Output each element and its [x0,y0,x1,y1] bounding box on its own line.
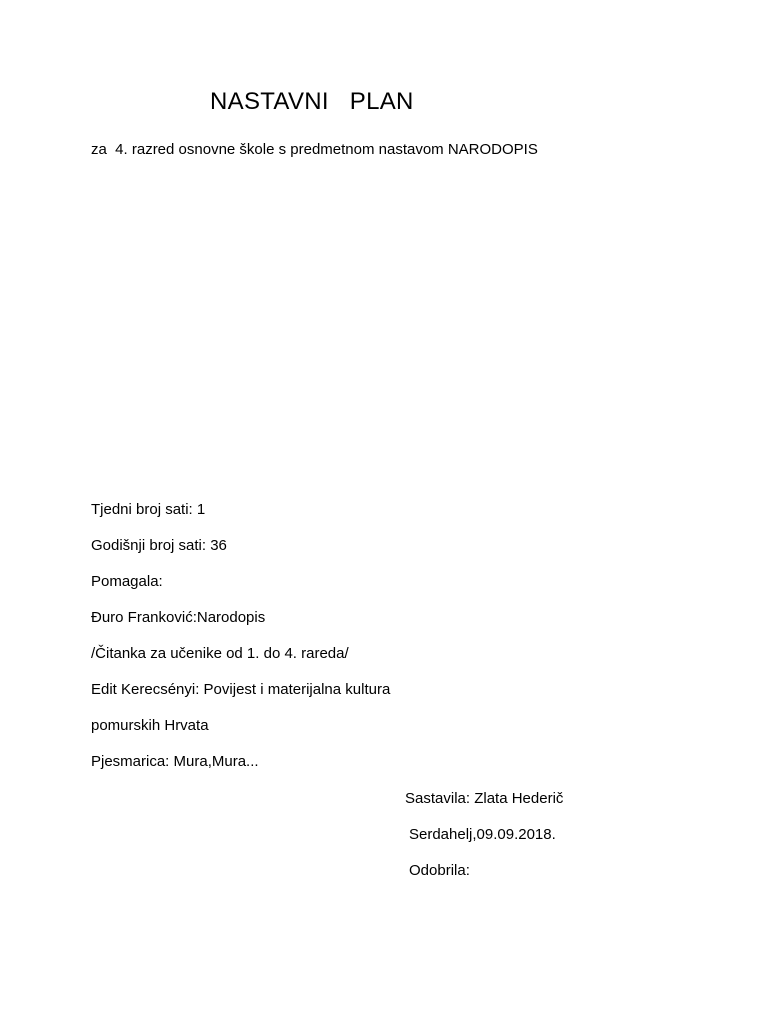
aid-item-reader-note: /Čitanka za učenike od 1. do 4. rareda/ [91,645,349,662]
signature-place-date: Serdahelj,09.09.2018. [409,826,556,843]
weekly-hours-line: Tjedni broj sati: 1 [91,501,206,518]
aid-item-songbook: Pjesmarica: Mura,Mura... [91,753,259,770]
aid-item-history: Edit Kerecsényi: Povijest i materijalna kultura [91,681,391,698]
aids-heading: Pomagala: [91,573,163,590]
signature-approved: Odobrila: [409,862,470,879]
document-subtitle: za 4. razred osnovne škole s predmetnom nastavom NARODOPIS [91,141,538,158]
aid-item-history-cont: pomurskih Hrvata [91,717,209,734]
document-title: NASTAVNI PLAN [210,88,414,115]
aid-item-narodopis: Đuro Franković:Narodopis [91,609,266,626]
yearly-hours-line: Godišnji broj sati: 36 [91,537,227,554]
signature-author: Sastavila: Zlata Hederič [405,790,564,807]
